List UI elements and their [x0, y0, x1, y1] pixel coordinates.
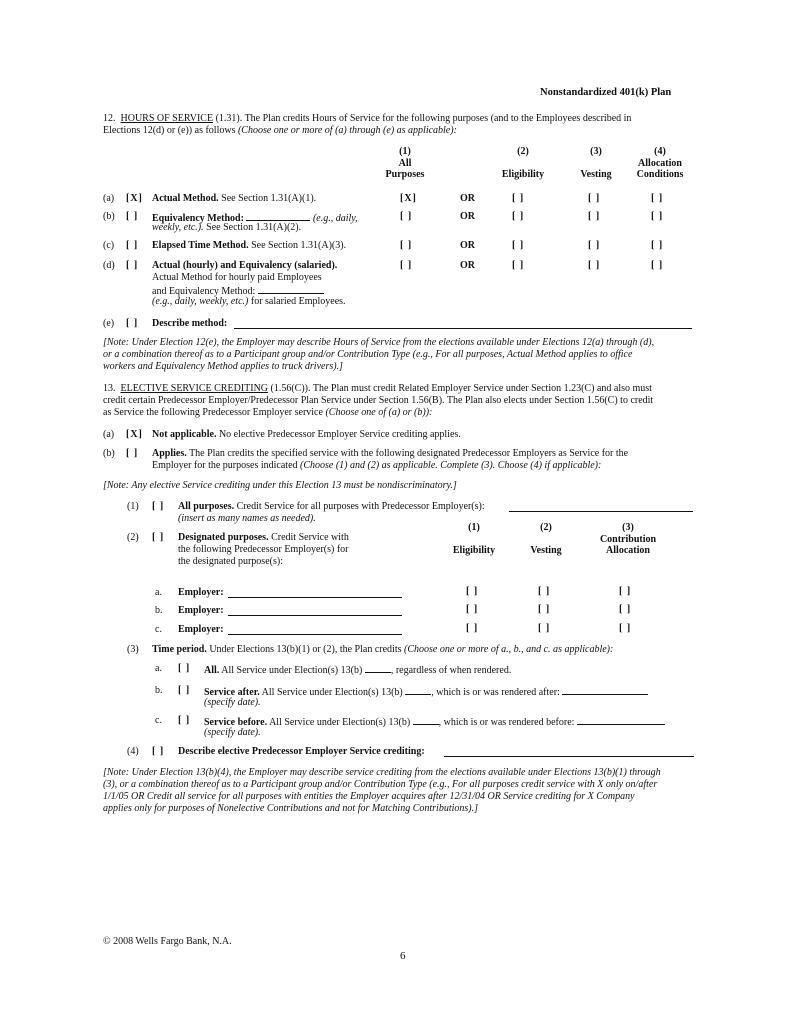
tp-b-date-blank[interactable]: [562, 685, 648, 695]
s12-row-a-label: Actual Method. See Section 1.31(A)(1).: [152, 193, 317, 204]
s12-row-c-checkbox[interactable]: [ ]: [126, 240, 139, 251]
tp-b-checkbox[interactable]: [ ]: [178, 685, 191, 696]
s12-row-b-col2[interactable]: [ ]: [512, 211, 525, 222]
s13-o1-checkbox[interactable]: [ ]: [152, 501, 165, 512]
s13-b-label-line2: Employer for the purposes indicated (Choose (1) and (2) as applicable. Complete (3). Choose (4) if applicable):: [152, 460, 602, 471]
d-equivalency-blank[interactable]: [258, 284, 324, 294]
employer-b-field[interactable]: [228, 606, 402, 616]
employer-a-letter: a.: [155, 587, 162, 598]
s13-b-label: Applies. The Plan credits the specified service with the following designated Predecessor Employers as Service for the: [152, 448, 629, 459]
employer-a-allocation[interactable]: [ ]: [619, 586, 632, 597]
s12-row-d-line4: (e.g., daily, weekly, etc.) for salaried Employees.: [152, 296, 346, 307]
tp-a-checkbox[interactable]: [ ]: [178, 663, 191, 674]
s12-row-d-line2: Actual Method for hourly paid Employees: [152, 272, 322, 283]
employer-c-allocation[interactable]: [ ]: [619, 623, 632, 634]
s13-note2-line1: [Note: Under Election 13(b)(4), the Employer may describe service crediting from the elections available under Elections 13(b)(1) through: [103, 767, 661, 778]
s13-note-nondiscriminatory: [Note: Any elective Service crediting under this Election 13 must be nondiscriminatory.]: [103, 480, 457, 491]
employer-a-vesting[interactable]: [ ]: [538, 586, 551, 597]
s12-row-a-or: OR: [460, 193, 475, 204]
s12-row-d-line3: and Equivalency Method:: [152, 284, 324, 298]
s13-b-letter: (b): [103, 448, 115, 459]
s12-row-d-or: OR: [460, 260, 475, 271]
employer-b-letter: b.: [155, 605, 163, 616]
employer-b-allocation[interactable]: [ ]: [619, 604, 632, 615]
s13-note2-line2: (3), or a combination thereof as to a Participant group and/or Contribution Type (e.g., For all purposes credit service with X only on/after: [103, 779, 658, 790]
s13-col-vesting: (2) Vesting: [530, 522, 562, 556]
s12-row-b-letter: (b): [103, 211, 115, 222]
tp-a-label: All. All Service under Election(s) 13(b) , regardless of when rendered.: [204, 665, 512, 676]
s12-row-b-label: Equivalency Method: (e.g., daily,: [152, 213, 358, 224]
s13-note2-line3: 1/1/05 OR Credit all service for all purposes with entities the Employer acquires after 12/31/04 OR Service crediting for X Company: [103, 791, 635, 802]
employer-c-eligibility[interactable]: [ ]: [466, 623, 479, 634]
s12-row-b-col1[interactable]: [ ]: [400, 211, 413, 222]
employer-b-label: Employer:: [178, 605, 224, 616]
s12-row-d-col2[interactable]: [ ]: [512, 260, 525, 271]
section-12-intro: 12. HOURS OF SERVICE (1.31). The Plan credits Hours of Service for the following purposes (and to the Employees described in: [103, 113, 632, 124]
s12-row-a-col3[interactable]: [ ]: [588, 193, 601, 204]
tp-a-election-blank[interactable]: [365, 663, 391, 673]
s12-row-c-col4[interactable]: [ ]: [651, 240, 664, 251]
s13-a-label: Not applicable. No elective Predecessor Employer Service crediting applies.: [152, 429, 461, 440]
s13-b-checkbox[interactable]: [ ]: [126, 448, 139, 459]
s12-row-b-col4[interactable]: [ ]: [651, 211, 664, 222]
employer-c-vesting[interactable]: [ ]: [538, 623, 551, 634]
s12-col-eligibility: (2) Eligibility: [501, 146, 545, 180]
s12-row-a-col1[interactable]: [X]: [400, 193, 417, 204]
s12-row-c-or: OR: [460, 240, 475, 251]
plan-type-header: Nonstandardized 401(k) Plan: [540, 87, 672, 98]
s13-o4-label: Describe elective Predecessor Employer Service crediting:: [178, 746, 425, 757]
s13-o1-label: All purposes. Credit Service for all purposes with Predecessor Employer(s):: [178, 501, 485, 512]
s12-row-d-col1[interactable]: [ ]: [400, 260, 413, 271]
s13-o4-num: (4): [127, 746, 139, 757]
describe-crediting-field[interactable]: [444, 747, 694, 757]
s12-row-d-letter: (d): [103, 260, 115, 271]
s13-o2-line3: the designated purpose(s):: [178, 556, 283, 567]
s12-note-line2: or a combination thereof as to a Participant group and/or Contribution Type (e.g., For all purposes, Actual Method applies to office: [103, 349, 633, 360]
equivalency-method-blank[interactable]: [246, 211, 310, 221]
s12-row-c-col1[interactable]: [ ]: [400, 240, 413, 251]
s12-row-e-label: Describe method:: [152, 318, 228, 329]
s12-row-d-label: Actual (hourly) and Equivalency (salaried).: [152, 260, 338, 271]
tp-b-sub: (specify date).: [204, 697, 261, 708]
tp-c-sub: (specify date).: [204, 727, 261, 738]
s12-row-a-letter: (a): [103, 193, 115, 204]
employer-c-field[interactable]: [228, 625, 402, 635]
s13-o2-label: Designated purposes. Credit Service with: [178, 532, 349, 543]
s12-col-allocation-conditions: (4) Allocation Conditions: [636, 146, 684, 180]
s13-col-eligibility: (1) Eligibility: [452, 522, 496, 556]
all-purposes-employers-field[interactable]: [509, 502, 693, 512]
describe-method-field[interactable]: [234, 319, 692, 329]
s12-row-e-checkbox[interactable]: [ ]: [126, 318, 139, 329]
s12-row-b-col3[interactable]: [ ]: [588, 211, 601, 222]
tp-c-election-blank[interactable]: [413, 715, 439, 725]
s12-row-c-label: Elapsed Time Method. See Section 1.31(A)(3).: [152, 240, 347, 251]
s13-o1-num: (1): [127, 501, 139, 512]
s13-o3-label: Time period. Under Elections 13(b)(1) or (2), the Plan credits (Choose one or more of a., b., and c. as applicable):: [152, 644, 614, 655]
employer-a-field[interactable]: [228, 588, 402, 598]
section-13-intro-line2: credit certain Predecessor Employer/Predecessor Plan Service under Section 1.56(B). The Plan also elects under Section 1.56(C) to credit: [103, 395, 654, 406]
tp-c-label: Service before. All Service under Election(s) 13(b) , which is or was rendered before:: [204, 715, 665, 729]
s12-row-b-label-line2: weekly, etc.). See Section 1.31(A)(2).: [152, 222, 302, 233]
s12-row-d-checkbox[interactable]: [ ]: [126, 260, 139, 271]
employer-a-eligibility[interactable]: [ ]: [466, 586, 479, 597]
s12-row-c-col2[interactable]: [ ]: [512, 240, 525, 251]
s13-o2-num: (2): [127, 532, 139, 543]
tp-b-label: Service after. All Service under Election(s) 13(b) , which is or was rendered after:: [204, 685, 648, 699]
s13-o1-sub: (insert as many names as needed).: [178, 513, 316, 524]
tp-a-letter: a.: [155, 663, 162, 674]
tp-b-election-blank[interactable]: [405, 685, 431, 695]
s13-note2-line4: applies only for purposes of Nonelective Contributions and not for Matching Contributions).]: [103, 803, 478, 814]
tp-c-letter: c.: [155, 715, 162, 726]
s13-col-contribution-allocation: (3) Contribution Allocation: [599, 522, 657, 556]
employer-c-label: Employer:: [178, 624, 224, 635]
s12-col-vesting: (3) Vesting: [580, 146, 612, 180]
s12-row-e-letter: (e): [103, 318, 115, 329]
s12-row-d-col4[interactable]: [ ]: [651, 260, 664, 271]
s12-row-a-checkbox[interactable]: [X]: [126, 193, 143, 204]
s12-row-b-checkbox[interactable]: [ ]: [126, 211, 139, 222]
s12-note-line1: [Note: Under Election 12(e), the Employer may describe Hours of Service from the elections available under Elections 12(a) through (d),: [103, 337, 655, 348]
s12-row-c-col3[interactable]: [ ]: [588, 240, 601, 251]
section-12-intro-line2: Elections 12(d) or (e)) as follows (Choose one or more of (a) through (e) as applicable):: [103, 125, 457, 136]
s12-row-a-col4[interactable]: [ ]: [651, 193, 664, 204]
section-13-intro: 13. ELECTIVE SERVICE CREDITING (1.56(C)). The Plan must credit Related Employer Service under Section 1.23(C) and also must: [103, 383, 652, 394]
s12-col-all-purposes: (1) All Purposes: [385, 146, 425, 180]
s12-row-b-or: OR: [460, 211, 475, 222]
s13-o2-checkbox[interactable]: [ ]: [152, 532, 165, 543]
s12-row-a-col2[interactable]: [ ]: [512, 193, 525, 204]
copyright: © 2008 Wells Fargo Bank, N.A.: [103, 936, 232, 947]
s13-o4-checkbox[interactable]: [ ]: [152, 746, 165, 757]
page-number: 6: [400, 950, 406, 962]
employer-b-vesting[interactable]: [ ]: [538, 604, 551, 615]
s13-a-letter: (a): [103, 429, 115, 440]
tp-c-checkbox[interactable]: [ ]: [178, 715, 191, 726]
employer-c-letter: c.: [155, 624, 162, 635]
s12-row-c-letter: (c): [103, 240, 115, 251]
s12-row-d-col3[interactable]: [ ]: [588, 260, 601, 271]
s13-o2-line2: the following Predecessor Employer(s) for: [178, 544, 349, 555]
employer-a-label: Employer:: [178, 587, 224, 598]
s13-a-checkbox[interactable]: [X]: [126, 429, 143, 440]
s12-note-line3: workers and Equivalency Method applies to truck drivers).]: [103, 361, 343, 372]
section-13-intro-line3: as Service the following Predecessor Employer service (Choose one of (a) or (b)):: [103, 407, 433, 418]
employer-b-eligibility[interactable]: [ ]: [466, 604, 479, 615]
tp-c-date-blank[interactable]: [577, 715, 665, 725]
s13-o3-num: (3): [127, 644, 139, 655]
tp-b-letter: b.: [155, 685, 163, 696]
